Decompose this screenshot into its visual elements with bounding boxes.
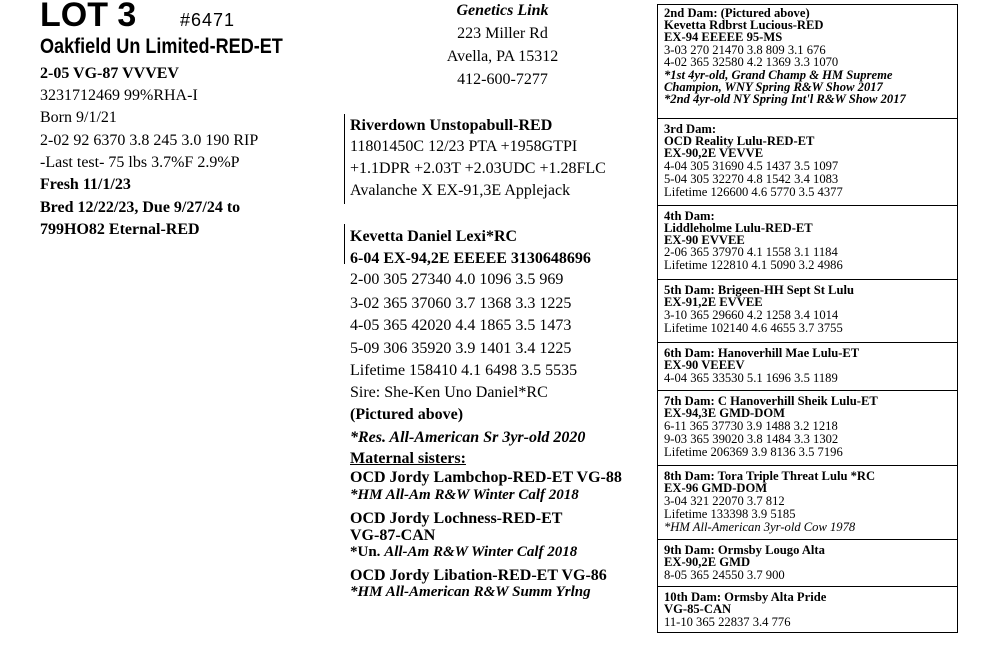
consignor-city: Avella, PA 15312 — [446, 48, 559, 65]
animal-name: Oakfield Un Limited-RED-ET — [40, 35, 283, 58]
dam-record: 5-09 306 35920 3.9 1401 3.4 1225 — [350, 340, 572, 357]
sire-traits: +1.1DPR +2.03T +2.03UDC +1.28FLC — [350, 160, 606, 177]
sister-award-prefix: *Un. — [350, 544, 385, 560]
dam5-heading: 5th Dam: Brigeen-HH Sept St Lulu — [664, 283, 854, 297]
animal-last-test: -Last test- 75 lbs 3.7%F 2.9%P — [40, 154, 240, 171]
dam4-record: 2-06 365 37970 4.1 1558 3.1 1184 — [664, 245, 838, 259]
dam-pictured: (Pictured above) — [350, 406, 464, 423]
dam9-classification: EX-90,2E GMD — [664, 555, 751, 569]
pedigree-divider — [657, 390, 958, 391]
dam2-classification: EX-94 EEEEE 95-MS — [664, 30, 783, 44]
animal-breeding: Bred 12/22/23, Due 9/27/24 to — [40, 199, 241, 216]
sister-classification: VG-87-CAN — [350, 527, 436, 544]
dam-record: 3-02 365 37060 3.7 1368 3.3 1225 — [350, 295, 572, 312]
pedigree-divider — [657, 342, 958, 343]
sire-proof: 11801450C 12/23 PTA +1958GTPI — [350, 138, 578, 155]
sire-pedigree: Avalanche X EX-91,3E Applejack — [350, 182, 571, 199]
dam8-note: *HM All-American 3yr-old Cow 1978 — [664, 520, 856, 534]
animal-classification: 2-05 VG-87 VVVEV — [40, 65, 179, 82]
dam-record: 4-05 365 42020 4.4 1865 3.5 1473 — [350, 317, 572, 334]
dam3-record: 5-04 305 32270 4.8 1542 3.4 1083 — [664, 172, 839, 186]
consignor-name: Genetics Link — [456, 2, 549, 19]
dam4-heading: 4th Dam: — [664, 209, 715, 223]
dam5-classification: EX-91,2E EVVEE — [664, 295, 763, 309]
dam9-heading: 9th Dam: Ormsby Lougo Alta — [664, 543, 825, 557]
dam3-name: OCD Reality Lulu-RED-ET — [664, 134, 815, 148]
sister-award-text: All-Am R&W Winter Calf 2018 — [384, 544, 578, 560]
dam7-record: 9-03 365 39020 3.8 1484 3.3 1302 — [664, 432, 839, 446]
dam3-lifetime: Lifetime 126600 4.6 5770 3.5 4377 — [664, 185, 843, 199]
sister-award: *HM All-Am R&W Winter Calf 2018 — [350, 487, 579, 503]
dam-classification: 6-04 EX-94,2E EEEEE 3130648696 — [350, 250, 591, 267]
dam6-heading: 6th Dam: Hanoverhill Mae Lulu-ET — [664, 346, 860, 360]
animal-record: 2-02 92 6370 3.8 245 3.0 190 RIP — [40, 132, 259, 149]
lot-number: #6471 — [180, 10, 236, 30]
dam5-record: 3-10 365 29660 4.2 1258 3.4 1014 — [664, 308, 839, 322]
dam10-record: 11-10 365 22837 3.4 776 — [664, 615, 791, 629]
dam-record: 2-00 305 27340 4.0 1096 3.5 969 — [350, 271, 564, 288]
dam2-note: *2nd 4yr-old NY Spring Int'l R&W Show 2017 — [664, 92, 906, 106]
dam2-note: Champion, WNY Spring R&W Show 2017 — [664, 80, 883, 94]
sire-name: Riverdown Unstopabull-RED — [350, 117, 553, 134]
pedigree-divider — [657, 205, 958, 206]
dam3-record: 4-04 305 31690 4.5 1437 3.5 1097 — [664, 159, 839, 173]
dam7-classification: EX-94,3E GMD-DOM — [664, 406, 786, 420]
dam7-lifetime: Lifetime 206369 3.9 8136 3.5 7196 — [664, 445, 843, 459]
sister-award — [350, 544, 577, 561]
dam10-heading: 10th Dam: Ormsby Alta Pride — [664, 590, 827, 604]
dam-sire: Sire: She-Ken Uno Daniel*RC — [350, 384, 548, 401]
dam4-lifetime: Lifetime 122810 4.1 5090 3.2 4986 — [664, 258, 843, 272]
animal-fresh-date: Fresh 11/1/23 — [40, 176, 131, 193]
dam8-record: 3-04 321 22070 3.7 812 — [664, 494, 785, 508]
dam4-classification: EX-90 EVVEE — [664, 233, 745, 247]
sister-name: OCD Jordy Lambchop-RED-ET VG-88 — [350, 469, 622, 486]
dam-lifetime: Lifetime 158410 4.1 6498 3.5 5535 — [350, 362, 578, 379]
dam9-record: 8-05 365 24550 3.7 900 — [664, 568, 785, 582]
animal-birth-date: Born 9/1/21 — [40, 109, 117, 126]
lot-title: LOT 3 — [40, 0, 137, 34]
dam8-classification: EX-96 GMD-DOM — [664, 481, 768, 495]
sister-award: *HM All-American R&W Summ Yrlng — [350, 584, 591, 600]
pedigree-divider — [657, 279, 958, 280]
maternal-sisters-heading: Maternal sisters: — [350, 450, 466, 467]
dam2-record: 3-03 270 21470 3.8 809 3.1 676 — [664, 43, 826, 57]
dam5-lifetime: Lifetime 102140 4.6 4655 3.7 3755 — [664, 321, 843, 335]
dam-name: Kevetta Daniel Lexi*RC — [350, 228, 518, 245]
pedigree-divider — [657, 539, 958, 540]
dam10-classification: VG-85-CAN — [664, 602, 732, 616]
animal-service-sire: 799HO82 Eternal-RED — [40, 221, 200, 238]
dam4-name: Liddleholme Lulu-RED-ET — [664, 221, 813, 235]
consignor-phone: 412-600-7277 — [457, 71, 548, 88]
dam3-heading: 3rd Dam: — [664, 122, 717, 136]
pedigree-divider — [657, 118, 958, 119]
sister-name: OCD Jordy Libation-RED-ET VG-86 — [350, 567, 607, 584]
pedigree-divider — [657, 465, 958, 466]
dam-award: *Res. All-American Sr 3yr-old 2020 — [350, 429, 586, 446]
dam7-heading: 7th Dam: C Hanoverhill Sheik Lulu-ET — [664, 394, 878, 408]
dam6-record: 4-04 365 33530 5.1 1696 3.5 1189 — [664, 371, 838, 385]
dam2-heading: 2nd Dam: (Pictured above) — [664, 6, 810, 20]
dam6-classification: EX-90 VEEEV — [664, 358, 745, 372]
consignor-address: 223 Miller Rd — [457, 25, 548, 42]
dam3-classification: EX-90,2E VEVVE — [664, 146, 764, 160]
dam2-name: Kevetta Rdbrst Lucious-RED — [664, 18, 824, 32]
dam8-lifetime: Lifetime 133398 3.9 5185 — [664, 507, 796, 521]
sister-name: OCD Jordy Lochness-RED-ET — [350, 510, 563, 527]
animal-registration: 3231712469 99%RHA-I — [40, 87, 198, 104]
dam8-heading: 8th Dam: Tora Triple Threat Lulu *RC — [664, 469, 876, 483]
pedigree-divider — [657, 586, 958, 587]
dam2-note: *1st 4yr-old, Grand Champ & HM Supreme — [664, 68, 893, 82]
dam7-record: 6-11 365 37730 3.9 1488 3.2 1218 — [664, 419, 838, 433]
dam2-record: 4-02 365 32580 4.2 1369 3.3 1070 — [664, 55, 839, 69]
